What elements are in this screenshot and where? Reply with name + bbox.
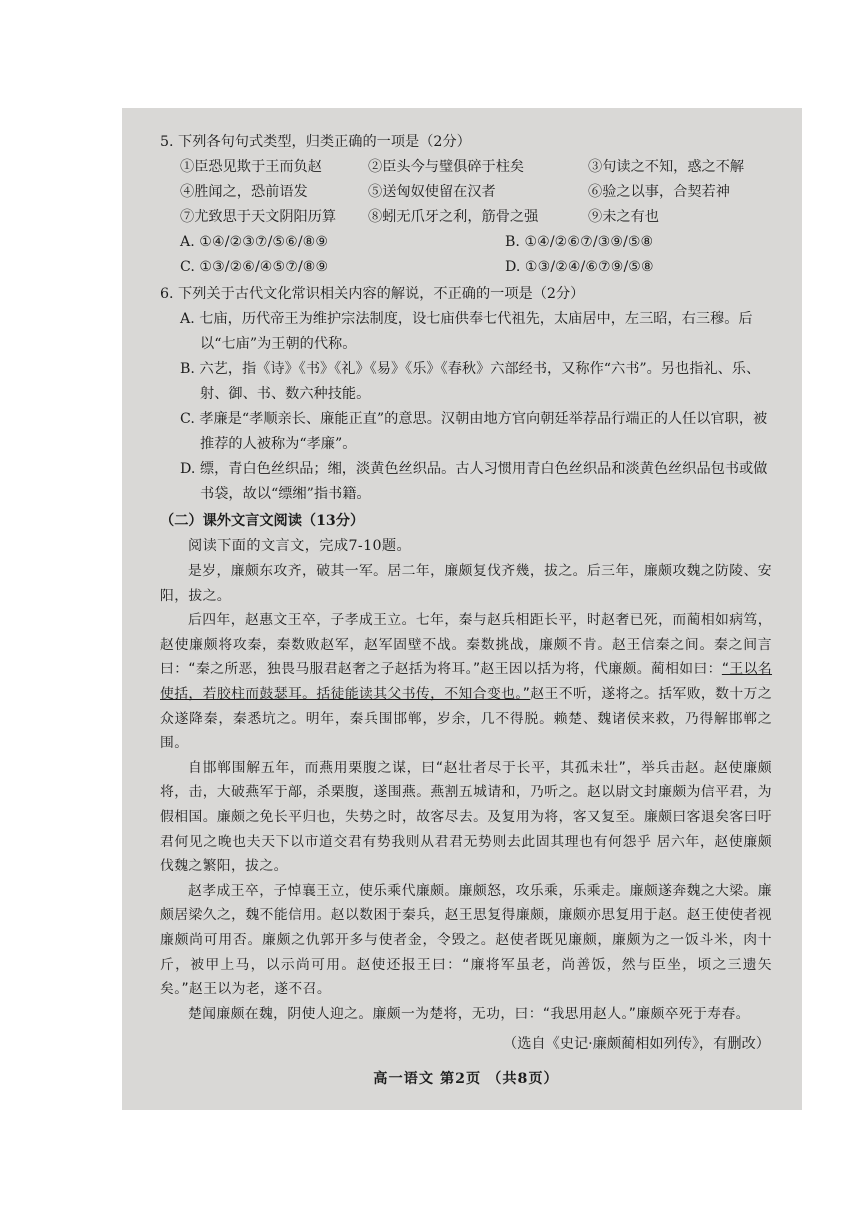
passage-paragraph-2-part-2: 赵王不听，遂将之。括军败，数十万之众遂降秦，秦悉坑之。明年，秦兵围邯郸，岁余，几不得脱。赖楚、魏诸侯来救，乃得解邯郸之围。 — [160, 685, 772, 752]
question-5 — [160, 130, 772, 280]
q6-option-b: B. 六艺，指《诗》《书》《礼》《易》《乐》《春秋》六部经书，又称作“六书”。另也指礼、乐、射、御、书、数六种技能。 — [180, 361, 761, 402]
q6-option-c: C. 孝廉是“孝顺亲长、廉能正直”的意思。汉朝由地方官向朝廷举荐品行端正的人任以官职，被推荐的人被称为“孝廉”。 — [180, 411, 768, 452]
exam-page — [122, 108, 802, 1110]
passage-paragraph-4: 赵孝成王卒，子悼襄王立，使乐乘代廉颇。廉颇怒，攻乐乘，乐乘走。廉颇遂奔魏之大梁。廉颇居梁久之，魏不能信用。赵以数困于秦兵，赵王思复得廉颇，廉颇亦思复用于赵。赵王使使者视廉颇尚可用否。廉颇之仇郭开多与使者金，令毁之。赵使者既见廉颇，廉颇为之一饭斗米，肉十斤，被甲上马，以示尚可用。赵使还报王曰：“廉将军虽老，尚善饭，然与臣坐，顷之三遗矢矣。”赵王以为老，遂不召。 — [160, 882, 772, 998]
question-6 — [160, 282, 772, 507]
q5-item-4: ④胜闻之，恐前语发 — [180, 184, 308, 200]
q5-item-3: ③句读之不知，惑之不解 — [588, 159, 745, 175]
passage-paragraph-1: 是岁，廉颇东攻齐，破其一军。居二年，廉颇复伐齐幾，拔之。后三年，廉颇攻魏之防陵、安阳，拔之。 — [160, 563, 772, 604]
q5-option-d: D. ①③/②④/⑥⑦⑨/⑤⑧ — [505, 259, 654, 275]
classical-passage — [160, 559, 772, 1026]
q6-option-d: D. 缥，青白色丝织品；缃，淡黄色丝织品。古人习惯用青白色丝织品和淡黄色丝织品包书或做书袋，故以“缥缃”指书籍。 — [180, 461, 768, 502]
q5-item-6: ⑥验之以事，合契若神 — [588, 184, 730, 200]
section-heading: （二）课外文言文阅读（13分） — [160, 513, 365, 529]
underlined-sentence: “王以名使括，若胶柱而鼓瑟耳。括徒能读其父书传，不知合变也。” — [160, 661, 773, 702]
page-footer: 高一语文 第2页 （共8页） — [373, 1071, 559, 1088]
q5-item-2: ②臣头今与璧俱碎于柱矣 — [368, 159, 525, 175]
question-5-items-row-1 — [160, 155, 772, 180]
question-5-stem: 5. 下列各句句式类型，归类正确的一项是（2分） — [160, 134, 471, 150]
passage-source: （选自《史记·廉颇蔺相如列传》，有删改） — [503, 1036, 770, 1053]
q5-option-a: A. ①④/②③⑦/⑤⑥/⑧⑨ — [180, 234, 329, 250]
question-5-items-row-2 — [160, 180, 772, 205]
q5-item-8: ⑧蚓无爪牙之利，筋骨之强 — [368, 209, 539, 225]
question-5-options-ab — [160, 230, 772, 255]
q5-item-7: ⑦尤致思于天文阴阳历算 — [180, 209, 337, 225]
q5-item-5: ⑤送匈奴使留在汉者 — [368, 184, 496, 200]
q5-item-9: ⑨未之有也 — [588, 209, 659, 225]
passage-paragraph-2 — [160, 608, 772, 756]
q5-option-b: B. ①④/②⑥⑦/③⑨/⑤⑧ — [505, 234, 654, 250]
q6-option-a: A. 七庙，历代帝王为维护宗法制度，设七庙供奉七代祖先，太庙居中，左三昭，右三穆。后以“七庙”为王朝的代称。 — [180, 311, 753, 352]
question-5-items-row-3 — [160, 205, 772, 230]
question-6-stem: 6. 下列关于古代文化常识相关内容的解说，不正确的一项是（2分） — [160, 286, 585, 302]
q5-item-1: ①臣恐见欺于王而负赵 — [180, 159, 322, 175]
question-5-options-cd — [160, 255, 772, 280]
q5-option-c: C. ①③/②⑥/④⑤⑦/⑧⑨ — [180, 259, 329, 275]
passage-paragraph-5: 楚闻廉颇在魏，阴使人迎之。廉颇一为楚将，无功，曰：“我思用赵人。”廉颇卒死于寿春。 — [188, 1005, 750, 1022]
passage-paragraph-3: 自邯郸围解五年，而燕用栗腹之谋，曰“赵壮者尽于长平，其孤未壮”，举兵击赵。赵使廉颇将，击，大破燕军于鄗，杀栗腹，遂围燕。燕割五城请和，乃听之。赵以尉文封廉颇为信平君，为假相国。廉颇之免长平归也，失势之时，故客尽去。及复用为将，客又复至。廉颇曰客退矣客曰吁君何见之晚也夫天下以市道交君有势我则从君君无势则去此固其理也有何怨乎 居六年，赵使廉颇伐魏之繁阳，拔之。 — [160, 759, 772, 875]
section-instruction: 阅读下面的文言文，完成7-10题。 — [188, 538, 412, 554]
passage-paragraph-2-part-1: 后四年，赵惠文王卒，子孝成王立。七年，秦与赵兵相距长平，时赵奢已死，而蔺相如病笃，赵使廉颇将攻秦，秦数败赵军，赵军固壁不战。秦数挑战，廉颇不肯。赵王信秦之间。秦之间言曰：“秦之所恶，独畏马服君赵奢之子赵括为将耳。”赵王因以括为将，代廉颇。蔺相如曰： — [160, 612, 772, 678]
